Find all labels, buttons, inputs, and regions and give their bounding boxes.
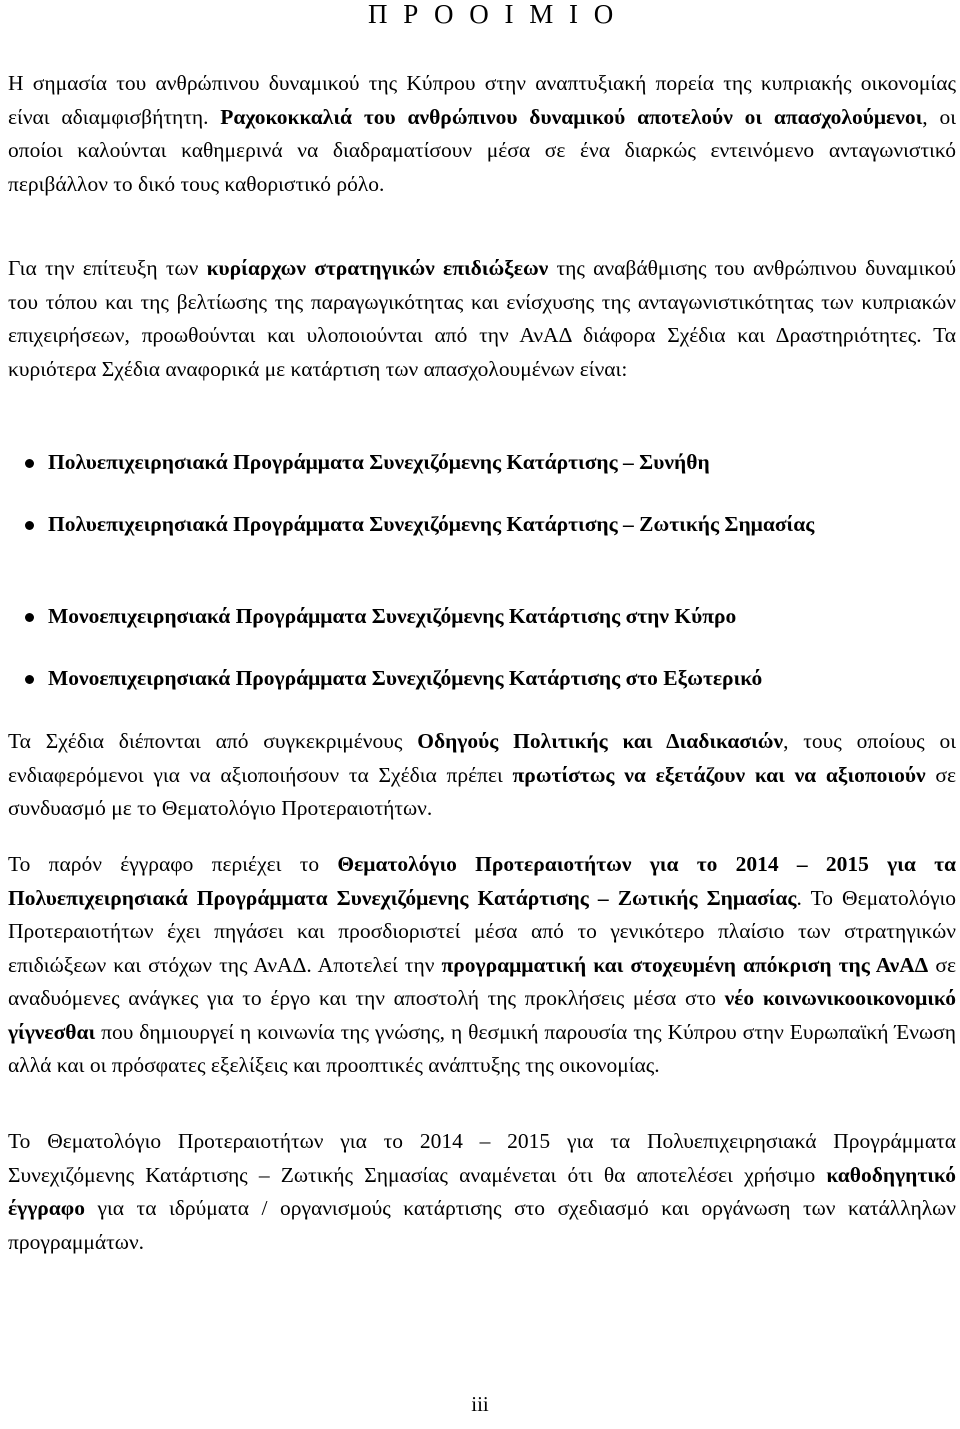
document-purpose-paragraph bbox=[8, 848, 956, 1083]
bold-text: Ραχοκοκκαλιά του ανθρώπινου δυναμικού αποτελούν οι απασχολούμενοι bbox=[220, 104, 923, 129]
text: Για την επίτευξη των bbox=[8, 256, 207, 280]
bold-text: Οδηγούς Πολιτικής και Διαδικασιών bbox=[417, 729, 784, 753]
list-item-label: Μονοεπιχειρησιακά Προγράμματα Συνεχιζόμενης Κατάρτισης στο Εξωτερικό bbox=[48, 666, 763, 690]
list-item bbox=[8, 446, 956, 479]
bold-text: νέο κοινωνικοοικονομικό γίγνεσθαι bbox=[8, 986, 956, 1044]
bullet-icon bbox=[25, 521, 34, 530]
conclusion-paragraph bbox=[8, 1125, 956, 1259]
bold-text: καθοδηγητικό έγγραφο bbox=[8, 1162, 956, 1220]
list-item-label: Πολυεπιχειρησιακά Προγράμματα Συνεχιζόμενης Κατάρτισης – Συνήθη bbox=[48, 450, 710, 474]
page-number: iii bbox=[471, 1392, 489, 1416]
text: Τα Σχέδια διέπονται από συγκεκριμένους bbox=[8, 729, 418, 753]
bullet-icon bbox=[25, 459, 34, 468]
bullet-icon bbox=[25, 675, 34, 684]
text: Το παρόν έγγραφο περιέχει το bbox=[8, 852, 338, 876]
intro-paragraph-1 bbox=[8, 67, 956, 201]
bullet-icon bbox=[25, 613, 34, 622]
text: Η σημασία του ανθρώπινου δυναμικού της Κύπρου στην αναπτυξιακή πορεία της κυπριακής οικονομίας είναι αδιαμφισβήτητη. bbox=[8, 71, 956, 129]
text: σε αναδυόμενες ανάγκες για το έργο και την αποστολή της προκλήσεις μέσα στο bbox=[8, 952, 957, 1010]
list-item bbox=[8, 600, 956, 633]
text: που δημιουργεί η κοινωνία της γνώσης, η θεσμική παρουσία της Κύπρου στην Ευρωπαϊκή Ένωση αλλά και οι πρόσφατες εξελίξεις και προοπτικές ανάπτυξης της οικονομίας. bbox=[8, 1019, 956, 1077]
guides-paragraph bbox=[8, 725, 956, 826]
list-item bbox=[8, 662, 956, 695]
bold-text: πρωτίστως να εξετάζουν και να αξιοποιούν bbox=[512, 762, 926, 787]
intro-paragraph-2 bbox=[8, 252, 956, 386]
text: , οι οποίοι καλούνται καθημερινά να διαδραματίσουν μέσα σε ένα διαρκώς εντεινόμενο ανταγωνιστικό περιβάλλον το δικό τους καθοριστικό ρόλο. bbox=[8, 104, 956, 196]
text: της αναβάθμισης του ανθρώπινου δυναμικού του τόπου και της βελτίωσης της παραγωγικότητας και ενίσχυσης της ανταγωνιστικότητας των κυπριακών επιχειρήσεων, προωθούνται και υλοποιούνται από την ΑνΑΔ διάφορα Σχέδια και Δραστηριότητες. Τα κυριότερα Σχέδια αναφορικά με κατάρτιση των απασχολουμένων είναι: bbox=[8, 256, 957, 381]
list-item-label: Μονοεπιχειρησιακά Προγράμματα Συνεχιζόμενης Κατάρτισης στην Κύπρο bbox=[48, 604, 737, 628]
text: Το Θεματολόγιο Προτεραιοτήτων για το 2014 – 2015 για τα Πολυεπιχειρησιακά Προγράμματα Συνεχιζόμενης Κατάρτισης – Ζωτικής Σημασίας αναμένεται ότι θα αποτελέσει χρήσιμο bbox=[8, 1129, 956, 1187]
text: σε συνδυασμό με το Θεματολόγιο Προτεραιοτήτων. bbox=[8, 762, 956, 820]
list-item bbox=[8, 508, 956, 541]
page-title: Π Ρ Ο Ο Ι Μ Ι Ο bbox=[368, 0, 618, 29]
list-item-label: Πολυεπιχειρησιακά Προγράμματα Συνεχιζόμενης Κατάρτισης – Ζωτικής Σημασίας bbox=[48, 512, 815, 536]
text: για τα ιδρύματα / οργανισμούς κατάρτισης στο σχεδιασμό και οργάνωση των κατάλληλων προγραμμάτων. bbox=[8, 1196, 956, 1254]
bold-text: κυρίαρχων στρατηγικών επιδιώξεων bbox=[206, 256, 549, 280]
bold-text: προγραμματική και στοχευμένη απόκριση της ΑνΑΔ bbox=[441, 952, 929, 977]
text: . Το Θεματολόγιο Προτεραιοτήτων έχει πηγάσει και προσδιοριστεί μέσα από το γενικότερο πλαίσιο των στρατηγικών επιδιώξεων και στόχων της ΑνΑΔ. Αποτελεί την bbox=[8, 885, 957, 977]
text: , τους οποίους οι ενδιαφερόμενοι για να αξιοποιήσουν τα Σχέδια πρέπει bbox=[8, 729, 957, 787]
bold-text: Θεματολόγιο Προτεραιοτήτων για το 2014 – 2015 για τα Πολυεπιχειρησιακά Προγράμματα Συνεχιζόμενης Κατάρτισης – Ζωτικής Σημασίας bbox=[8, 852, 957, 910]
